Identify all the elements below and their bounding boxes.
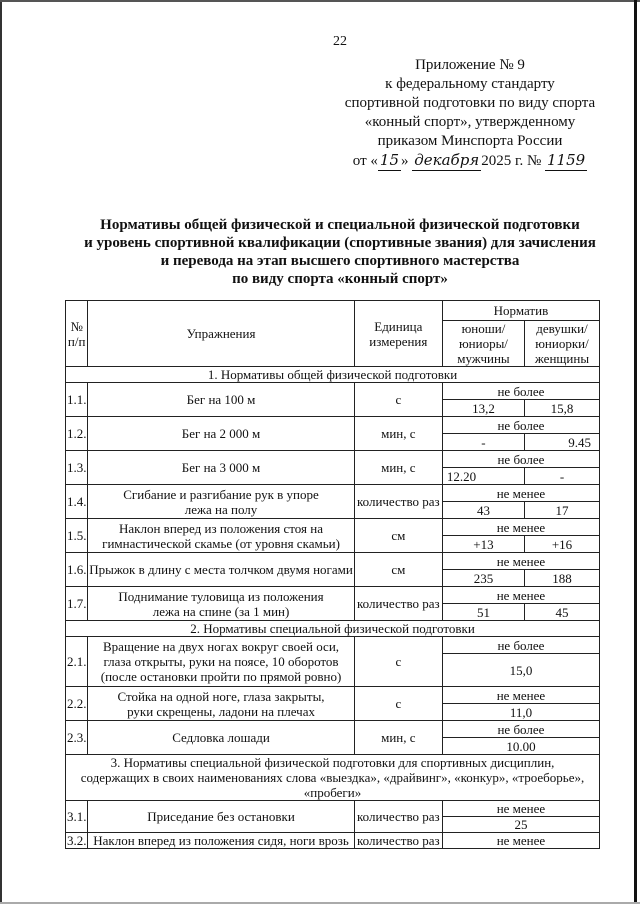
row-num: 3.2. xyxy=(67,833,87,848)
header-num: № п/п xyxy=(66,301,88,367)
table-row xyxy=(66,721,600,738)
scan-border-left xyxy=(0,0,2,904)
row-value: 25 xyxy=(442,817,599,833)
row-condition: не менее xyxy=(442,687,599,704)
row-unit: количество раз xyxy=(354,587,442,621)
header-unit: Единица измерения xyxy=(354,301,442,367)
approval-line: «конный спорт», утвержденному xyxy=(364,114,576,130)
row-value: 15,0 xyxy=(442,654,599,687)
row-condition: не менее xyxy=(442,485,599,502)
scan-border-right xyxy=(634,0,637,904)
row-num: 1.3. xyxy=(66,451,88,485)
table-row xyxy=(66,553,600,570)
row-exercise: Бег на 2 000 м xyxy=(88,417,354,451)
date-year: 2025 г. № xyxy=(481,153,542,169)
row-condition: не менее xyxy=(442,553,599,570)
row-female-value: 188 xyxy=(524,570,599,587)
normatives-table xyxy=(65,300,600,849)
section-title: 1. Нормативы общей физической подготовки xyxy=(66,367,600,383)
title-line: и уровень спортивной квалификации (спортивные звания) для зачисления xyxy=(84,235,596,251)
row-exercise: Приседание без остановки xyxy=(88,801,354,833)
row-condition: не менее xyxy=(442,833,599,849)
row-unit: см xyxy=(354,553,442,587)
row-num: 1.4. xyxy=(66,485,88,519)
row-num: 1.5. xyxy=(66,519,88,553)
section-title: 2. Нормативы специальной физической подготовки xyxy=(66,621,600,637)
section-row xyxy=(66,367,600,383)
row-num: 1.6. xyxy=(66,553,88,587)
date-prefix: от « xyxy=(352,153,378,169)
row-female-value: - xyxy=(524,468,599,485)
row-unit: с xyxy=(354,383,442,417)
header-exercise: Упражнения xyxy=(88,301,354,367)
table-row xyxy=(66,637,600,654)
row-unit: мин, с xyxy=(354,451,442,485)
approval-line: к федеральному стандарту xyxy=(385,76,555,92)
row-condition: не менее xyxy=(442,587,599,604)
row-condition: не более xyxy=(442,637,599,654)
row-male-value: 13,2 xyxy=(442,400,524,417)
approval-line: Приложение № 9 xyxy=(415,57,525,73)
row-unit: мин, с xyxy=(354,721,442,755)
row-female-value: 17 xyxy=(524,502,599,519)
page-number: 22 xyxy=(333,34,347,49)
row-exercise: Бег на 3 000 м xyxy=(88,451,354,485)
table-row xyxy=(66,383,600,400)
table-row xyxy=(66,833,600,849)
title-line: по виду спорта «конный спорт» xyxy=(232,271,448,287)
table-row xyxy=(66,519,600,536)
scan-border-top xyxy=(0,0,640,2)
row-num: 3.1. xyxy=(66,801,88,833)
row-condition: не более xyxy=(442,417,599,434)
table-row xyxy=(66,687,600,704)
row-unit: количество раз xyxy=(354,801,442,833)
title-line: Нормативы общей физической и специальной физической подготовки xyxy=(100,217,580,233)
row-num: 2.2. xyxy=(66,687,88,721)
title-line: и перевода на этап высшего спортивного мастерства xyxy=(160,253,520,269)
row-exercise: Седловка лошади xyxy=(88,721,354,755)
row-exercise: Наклон вперед из положения стоя на гимнастической скамье (от уровня скамьи) xyxy=(88,519,354,553)
header-normativ: Норматив xyxy=(442,301,599,321)
row-unit: количество раз xyxy=(354,833,442,849)
row-condition: не менее xyxy=(442,801,599,817)
row-male-value: - xyxy=(442,434,524,451)
header-female: девушки/ юниорки/ женщины xyxy=(524,321,599,367)
section-row xyxy=(66,621,600,637)
order-number: 1159 xyxy=(547,151,586,169)
approval-line: приказом Минспорта России xyxy=(377,133,563,149)
row-unit: с xyxy=(354,687,442,721)
table-row xyxy=(66,587,600,604)
section-row xyxy=(66,755,600,801)
row-value: 10.00 xyxy=(442,738,599,755)
row-condition: не более xyxy=(442,383,599,400)
order-date-line xyxy=(340,151,600,171)
row-male-value: 51 xyxy=(442,604,524,621)
section-title: 3. Нормативы специальной физической подготовки для спортивных дисциплин, содержащих в своих наименованиях слова «выездка», «драйвинг», «конкур», «троеборье», «пробеги» xyxy=(66,755,600,801)
row-unit: количество раз xyxy=(354,485,442,519)
row-exercise: Поднимание туловища из положения лежа на спине (за 1 мин) xyxy=(88,587,354,621)
date-month: декабря xyxy=(414,151,480,169)
row-female-value: 9.45 xyxy=(524,434,599,451)
table-row xyxy=(66,801,600,817)
row-num: 1.2. xyxy=(66,417,88,451)
row-condition: не более xyxy=(442,451,599,468)
header-row xyxy=(66,301,600,321)
row-num: 2.3. xyxy=(66,721,88,755)
approval-block xyxy=(340,56,600,171)
row-num: 1.7. xyxy=(66,587,88,621)
row-condition: не более xyxy=(442,721,599,738)
date-day: 15 xyxy=(379,151,399,169)
row-male-value: 235 xyxy=(442,570,524,587)
row-unit: см xyxy=(354,519,442,553)
row-male-value: +13 xyxy=(442,536,524,553)
row-male-value: 43 xyxy=(442,502,524,519)
row-female-value: +16 xyxy=(524,536,599,553)
row-num: 1.1. xyxy=(66,383,88,417)
row-unit: мин, с xyxy=(354,417,442,451)
approval-line: спортивной подготовки по виду спорта xyxy=(344,95,596,111)
row-condition: не менее xyxy=(442,519,599,536)
row-exercise: Наклон вперед из положения сидя, ноги врозь xyxy=(88,833,354,849)
row-exercise: Вращение на двух ногах вокруг своей оси, глаза открыты, руки на поясе, 10 оборотов (после остановки пройти по прямой ровно) xyxy=(88,637,354,687)
row-unit: с xyxy=(354,637,442,687)
row-num: 2.1. xyxy=(66,637,88,687)
row-value: 11,0 xyxy=(442,704,599,721)
row-exercise: Сгибание и разгибание рук в упоре лежа на полу xyxy=(88,485,354,519)
row-female-value: 45 xyxy=(524,604,599,621)
table-row xyxy=(66,485,600,502)
date-sep: » xyxy=(401,153,409,169)
row-exercise: Прыжок в длину с места толчком двумя ногами xyxy=(88,553,354,587)
row-exercise: Бег на 100 м xyxy=(88,383,354,417)
row-female-value: 15,8 xyxy=(524,400,599,417)
table-row xyxy=(66,417,600,434)
header-male: юноши/ юниоры/ мужчины xyxy=(442,321,524,367)
document-title xyxy=(60,216,620,288)
row-exercise: Стойка на одной ноге, глаза закрыты, руки скрещены, ладони на плечах xyxy=(88,687,354,721)
table-row xyxy=(66,451,600,468)
row-male-value: 12.20 xyxy=(442,468,524,485)
